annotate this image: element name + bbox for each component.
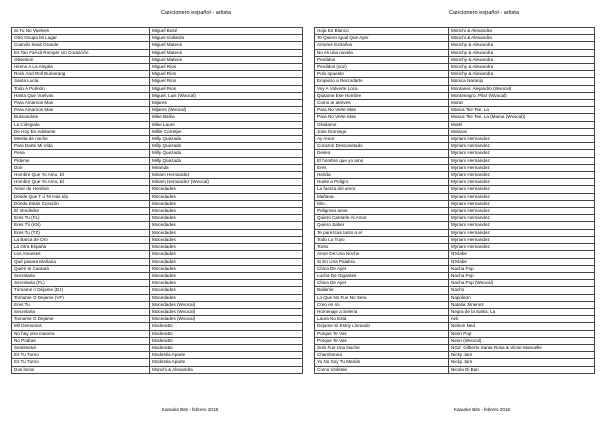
song-title-cell: Pideme (12, 157, 150, 164)
song-title-cell: Voy A Volverte Loca (315, 85, 449, 92)
table-row (12, 251, 303, 258)
song-title-cell: Quitame Ese Hombre (315, 92, 449, 99)
table-row (315, 344, 595, 351)
artist-cell: nek (449, 316, 595, 323)
table-row (12, 172, 303, 179)
artist-cell: Myriam Hernandez (449, 244, 595, 251)
artist-cell: Mijares (150, 100, 303, 107)
song-title-cell: Bailame (315, 287, 449, 294)
table-row (12, 352, 303, 359)
table-row (315, 78, 595, 85)
song-title-cell: Homenaje a Selena (315, 308, 449, 315)
artist-cell: Monchy & Alexandra (449, 71, 595, 78)
table-row (12, 128, 303, 135)
artist-cell: Mocedades (150, 280, 303, 287)
artist-cell: Milly Quezada (150, 136, 303, 143)
table-row (12, 85, 303, 92)
song-title-cell: Tómame o Déjame (DJ) (12, 287, 150, 294)
table-row (315, 85, 595, 92)
table-row (12, 157, 303, 164)
song-title-cell: Lo Que No Fue No Sera (315, 294, 449, 301)
table-row (12, 323, 303, 330)
song-title-cell: Pena (12, 150, 150, 157)
table-row (12, 150, 303, 157)
song-title-cell: Tomame O Dejame (12, 316, 150, 323)
table-row (12, 208, 303, 215)
song-title-cell: Huele a Peligro (315, 179, 449, 186)
table-row (315, 272, 595, 279)
song-title-cell: No hay otra manera (12, 330, 150, 337)
table-row (12, 64, 303, 71)
song-title-cell: Dos locos (12, 366, 150, 373)
artist-cell: Mocedades (Wvocal) (150, 308, 303, 315)
table-row (12, 294, 303, 301)
table-row (315, 287, 595, 294)
table-row (12, 229, 303, 236)
table-row (315, 92, 595, 99)
table-row (315, 229, 595, 236)
song-title-cell: Perdidos (voz) (315, 64, 449, 71)
song-title-cell: Laura No Está (315, 316, 449, 323)
song-title-cell: Amor De Una Noche (315, 251, 449, 258)
song-title-cell: Chambonea (315, 352, 449, 359)
artist-cell: Nicola Di Bari (449, 366, 595, 373)
artist-cell: Mocedades (150, 272, 303, 279)
artist-cell: Nicky Jam (449, 352, 595, 359)
song-title-cell: Es Tu Turno (12, 359, 150, 366)
table-row (12, 215, 303, 222)
artist-cell: Nacha Pop (449, 272, 595, 279)
table-row (315, 222, 595, 229)
table-row (315, 35, 595, 42)
table-row (12, 280, 303, 287)
artist-cell: Modestia Aparte (150, 359, 303, 366)
song-title-cell: Cuando Seas Grande (12, 42, 150, 49)
artist-cell: Mocedades (150, 229, 303, 236)
artist-cell: Myriam Hernandez (449, 200, 595, 207)
table-row (12, 287, 303, 294)
song-title-cell: Mesita de noche (12, 136, 150, 143)
table-row (315, 107, 595, 114)
song-title-cell: Eres Tu (TZ) (12, 229, 150, 236)
table-row (315, 143, 595, 150)
artist-cell: Miguel Mateos (150, 56, 303, 63)
artist-cell: Monchy & Alexandra (449, 42, 595, 49)
table-row (12, 236, 303, 243)
song-title-cell: No Podras (12, 337, 150, 344)
song-title-cell: Para Amarnos Mas (12, 107, 150, 114)
song-title-cell: Otro Ocupa Mi Lugar (12, 35, 150, 42)
table-row (12, 92, 303, 99)
table-row (12, 244, 303, 251)
table-row (12, 222, 303, 229)
song-title-cell: Como Violetas (315, 366, 449, 373)
artist-cell: Milly Quezada (150, 157, 303, 164)
table-row (315, 71, 595, 78)
artist-cell: Montaner, Alejandro (Wvocal) (449, 85, 595, 92)
song-table (11, 27, 303, 374)
song-title-cell: La Barca de Oro (12, 236, 150, 243)
table-row (12, 179, 303, 186)
song-title-cell: Empiezo a Recordarte (315, 78, 449, 85)
page-footer: Karaoke Bits - febrero 2018 (161, 407, 219, 412)
artist-cell: Nicky Jam (449, 359, 595, 366)
artist-cell: NGZ: Gilberto Santa Rosa & Victor Manuelle (449, 344, 595, 351)
song-title-cell: Hombre Que Yo Amo, El (12, 179, 150, 186)
artist-cell: Myriam Hernandez (449, 193, 595, 200)
artist-cell: Montenegro, Pilar (Wvocal) (449, 92, 595, 99)
artist-cell: Milly Quezada (150, 143, 303, 150)
song-title-cell: Ay Amor (315, 136, 449, 143)
song-table (314, 27, 595, 374)
table-row (315, 215, 595, 222)
song-title-cell: Herida (315, 172, 449, 179)
song-title-cell: Don (12, 164, 150, 171)
artist-cell: Mosca Tse Tse, La (Mama (Wvocal)) (449, 114, 595, 121)
table-row (12, 35, 303, 42)
artist-cell: Miguel, Luis (Wvocal) (150, 92, 303, 99)
artist-cell: Mocedades (150, 222, 303, 229)
table-row (315, 352, 595, 359)
artist-cell: Miriam Hernandez (Wvocal) (150, 179, 303, 186)
song-title-cell: Hombre Que Yo Amo, El (12, 172, 150, 179)
song-title-cell: Porque Te Vas (315, 330, 449, 337)
artist-cell: Negra de la Salsa, La (449, 308, 595, 315)
table-row (12, 272, 303, 279)
song-title-cell: Te Quiero Igual Que Ayer (315, 35, 449, 42)
song-title-cell: Secretaria (FL) (12, 280, 150, 287)
song-title-cell: Creo en mi (315, 301, 449, 308)
artist-cell: Myriam Hernandez (449, 172, 595, 179)
table-row (315, 265, 595, 272)
artist-cell: Moderatto (150, 330, 303, 337)
artist-cell: Mocedades (150, 186, 303, 193)
table-row (12, 301, 303, 308)
artist-cell: Nelson Ned (449, 323, 595, 330)
song-title-cell: Es Tan FáÃcil Romper Un CorazóÃn (12, 49, 150, 56)
page-title: Cancionero español - artista (449, 10, 519, 16)
table-row (315, 337, 595, 344)
artist-cell: Mocedades (150, 258, 303, 265)
table-row (12, 107, 303, 114)
table-row (315, 308, 595, 315)
song-title-cell: Yo No Soy Tu Marido (315, 359, 449, 366)
artist-cell: Miguel Mateos (150, 42, 303, 49)
table-row (315, 366, 595, 373)
artist-cell: Motivos (449, 128, 595, 135)
artist-cell: Monchi & Alexandra (449, 28, 595, 35)
song-title-cell: Para Darte Mi Vida (12, 143, 150, 150)
artist-cell: Mosca Tse Tse, La (449, 107, 595, 114)
artist-cell: Nacha Pop (Wvocal) (449, 280, 595, 287)
song-title-cell: Obsesion (12, 56, 150, 63)
table-row (12, 42, 303, 49)
song-title-cell: Porque Te Vas (315, 337, 449, 344)
artist-cell: Milly Quezada (150, 150, 303, 157)
artist-cell: Myriam Hernandez (449, 164, 595, 171)
table-row (12, 114, 303, 121)
song-title-cell: La Colegiala (12, 121, 150, 128)
table-row (315, 236, 595, 243)
song-title-cell: Secretaria (12, 308, 150, 315)
table-row (315, 114, 595, 121)
artist-cell: Miranda (150, 164, 303, 171)
table-row (12, 258, 303, 265)
song-title-cell: Amores Extraños (315, 42, 449, 49)
artist-cell: Myriam Hernandez (449, 208, 595, 215)
artist-cell: Nacho (449, 287, 595, 294)
table-row (315, 64, 595, 71)
song-title-cell: Mañana (315, 193, 449, 200)
song-title-cell: Te parezcas tanto a el (315, 229, 449, 236)
table-row (12, 316, 303, 323)
song-title-cell: Dejame Si Estoy Llorando (315, 323, 449, 330)
artist-cell: Myriam Hernandez (449, 143, 595, 150)
page-footer: Karaoke Bits - febrero 2018 (453, 407, 511, 412)
artist-cell: Miriam Hernandez (150, 172, 303, 179)
song-title-cell: Dónde Estás Corazón (12, 200, 150, 207)
song-title-cell: Mil Demonios (12, 323, 150, 330)
artist-cell: Myriam Hernandez (449, 186, 595, 193)
song-title-cell: No es una novela (315, 49, 449, 56)
song-title-cell: Olvidame (315, 121, 449, 128)
artist-cell: Mocedades (150, 236, 303, 243)
artist-cell: Mike Laure (150, 121, 303, 128)
song-title-cell: Santa Lucia (12, 78, 150, 85)
table-row (315, 301, 595, 308)
table-row (12, 366, 303, 373)
table-row (315, 172, 595, 179)
artist-cell: Mike Bahia (150, 114, 303, 121)
artist-cell: Natalia Jimenez (449, 301, 595, 308)
artist-cell: Miguel Bosé (150, 28, 303, 35)
song-title-cell: Para Amarnos Mas (12, 100, 150, 107)
song-title-cell: Los Amantes (12, 251, 150, 258)
artist-cell: Miguel Rios (150, 64, 303, 71)
artist-cell: Monchy & Alexandra (449, 56, 595, 63)
table-row (12, 164, 303, 171)
artist-cell: Myriam Hernandez (449, 179, 595, 186)
artist-cell: Nacha Pop (449, 265, 595, 272)
song-title-cell: Todo A Pulmón (12, 85, 150, 92)
song-title-cell: Quién te Cantará (12, 265, 150, 272)
table-row (12, 136, 303, 143)
table-row (12, 344, 303, 351)
artist-cell: Miguel Rios (150, 85, 303, 92)
song-title-cell: Hoja En Blanco (315, 28, 449, 35)
artist-cell: Myriam Hernandez (449, 236, 595, 243)
song-title-cell: Amor de Hombre (12, 186, 150, 193)
table-row (12, 200, 303, 207)
song-title-cell: Eres Tu (12, 301, 150, 308)
song-title-cell: Todo Lo Tuyo (315, 236, 449, 243)
artist-cell: Mocedades (150, 251, 303, 258)
song-title-cell: Si En Una Palabra (315, 258, 449, 265)
table-row (12, 121, 303, 128)
table-row (12, 265, 303, 272)
song-title-cell: Deseo (315, 150, 449, 157)
table-row (12, 78, 303, 85)
song-title-cell: Quiero Cantarle Al Amor (315, 215, 449, 222)
artist-cell: Mocedades (150, 208, 303, 215)
song-title-cell: Qué pasara Mañana (12, 258, 150, 265)
table-row (12, 359, 303, 366)
artist-cell: Napoleon (449, 294, 595, 301)
table-row (12, 330, 303, 337)
table-row (12, 28, 303, 35)
table-row (315, 330, 595, 337)
artist-cell: Neon Pop (449, 330, 595, 337)
table-row (315, 128, 595, 135)
artist-cell: Mocedades (150, 193, 303, 200)
table-row (315, 56, 595, 63)
table-row (315, 179, 595, 186)
table-row (12, 49, 303, 56)
table-row (315, 186, 595, 193)
song-title-cell: Desde Que T ú Te Has Ido (12, 193, 150, 200)
song-title-cell: Hasta Que Vuelvas (12, 92, 150, 99)
table-row (315, 244, 595, 251)
song-title-cell: Solo Fue Una Noche (315, 344, 449, 351)
artist-cell: Mocedades (150, 215, 303, 222)
song-title-cell: La fuerza del amor (315, 186, 449, 193)
song-title-cell: Es Tu Turno (12, 352, 150, 359)
table-row (315, 258, 595, 265)
song-title-cell: El Vendedor (12, 208, 150, 215)
song-title-cell: Para No Verte Mas (315, 114, 449, 121)
artist-cell: Mocedades (150, 294, 303, 301)
table-row (315, 323, 595, 330)
artist-cell: Neon (Wvocal) (449, 337, 595, 344)
artist-cell: N'Klabe (449, 258, 595, 265)
song-title-cell: Himno A La Alegria (12, 64, 150, 71)
artist-cell: Moderatto (150, 323, 303, 330)
table-row (12, 186, 303, 193)
song-title-cell: Eres Tu (FL) (12, 215, 150, 222)
table-row (315, 200, 595, 207)
artist-cell: Mocedades (Wvocal) (150, 301, 303, 308)
artist-cell: Mocedades (150, 265, 303, 272)
song-title-cell: Chica De Ayer (315, 280, 449, 287)
song-title-cell: De Hoy En Adelante (12, 128, 150, 135)
artist-cell: Morat (449, 100, 595, 107)
artist-cell: Monchy & Alexandra (449, 49, 595, 56)
artist-cell: N'Klabe (449, 251, 595, 258)
song-title-cell: Corazon Desconetado (315, 143, 449, 150)
artist-cell: Miguel Gallardo (150, 35, 303, 42)
song-title-cell: Si Tu No Vuelves (12, 28, 150, 35)
artist-cell: Mijares (Wvocal) (150, 107, 303, 114)
song-title-cell: Eres (315, 164, 449, 171)
table-row (315, 251, 595, 258)
table-row (12, 71, 303, 78)
table-row (315, 136, 595, 143)
artist-cell: Miguel Mateos (150, 49, 303, 56)
artist-cell: Myriam Hernandez (449, 215, 595, 222)
artist-cell: Motel (449, 121, 595, 128)
table-row (12, 337, 303, 344)
table-row (315, 280, 595, 287)
song-title-cell: Peligroso amor (315, 208, 449, 215)
table-row (12, 193, 303, 200)
song-title-cell: Secretaria (12, 272, 150, 279)
artist-cell: Monchy & Alexandra (449, 64, 595, 71)
table-row (315, 100, 595, 107)
artist-cell: Myriam Hernandez (449, 222, 595, 229)
artist-cell: Modestia Aparte (150, 352, 303, 359)
artist-cell: Monchi & Alexandra (150, 366, 303, 373)
table-row (315, 49, 595, 56)
table-row (12, 100, 303, 107)
song-title-cell: El hombre que yo amo (315, 157, 449, 164)
table-row (315, 193, 595, 200)
song-title-cell: Buscandote (12, 114, 150, 121)
artist-cell: Moderatto (150, 337, 303, 344)
table-row (315, 42, 595, 49)
song-title-cell: La Otra España (12, 244, 150, 251)
table-row (12, 308, 303, 315)
table-row (315, 359, 595, 366)
table-row (12, 56, 303, 63)
song-title-cell: Mío (315, 200, 449, 207)
artist-cell: Myriam Hernandez (449, 157, 595, 164)
song-title-cell: Chica De Ayer (315, 265, 449, 272)
artist-cell: Miguel Rios (150, 71, 303, 78)
table-row (315, 121, 595, 128)
song-title-cell: Jose Domingo (315, 128, 449, 135)
artist-cell: Monica Naranjo (449, 78, 595, 85)
song-title-cell: Tomame O Dejame (VF) (12, 294, 150, 301)
artist-cell: Myriam Hernandez (449, 136, 595, 143)
table-row (315, 294, 595, 301)
artist-cell: Mocedades (Wvocal) (150, 316, 303, 323)
artist-cell: Millie Corretjer (150, 128, 303, 135)
song-title-cell: Rock And Roll Bumerang (12, 71, 150, 78)
artist-cell: Moderatto (150, 344, 303, 351)
song-title-cell: Tonto (315, 244, 449, 251)
song-title-cell: Como te atreves (315, 100, 449, 107)
song-title-cell: Sentimetal (12, 344, 150, 351)
table-row (315, 150, 595, 157)
table-row (315, 208, 595, 215)
table-row (315, 316, 595, 323)
page-title: Cancionero español - artista (161, 10, 231, 16)
song-title-cell: Polo opuesto (315, 71, 449, 78)
artist-cell: Myriam Hernandez (449, 229, 595, 236)
artist-cell: Myriam Hernandez (449, 150, 595, 157)
song-title-cell: Eres T\\ (KN) (12, 222, 150, 229)
table-row (315, 28, 595, 35)
table-row (315, 164, 595, 171)
song-title-cell: Lucha De Gigantes (315, 272, 449, 279)
song-title-cell: Perdidos (315, 56, 449, 63)
artist-cell: Miguel Rios (150, 78, 303, 85)
artist-cell: Mocedades (150, 244, 303, 251)
artist-cell: Mocedades (150, 200, 303, 207)
song-title-cell: Quiero Saber (315, 222, 449, 229)
artist-cell: Mocedades (150, 287, 303, 294)
table-row (315, 157, 595, 164)
song-title-cell: Para No Verte Mas (315, 107, 449, 114)
artist-cell: Monchi & Alexandra (449, 35, 595, 42)
table-row (12, 143, 303, 150)
